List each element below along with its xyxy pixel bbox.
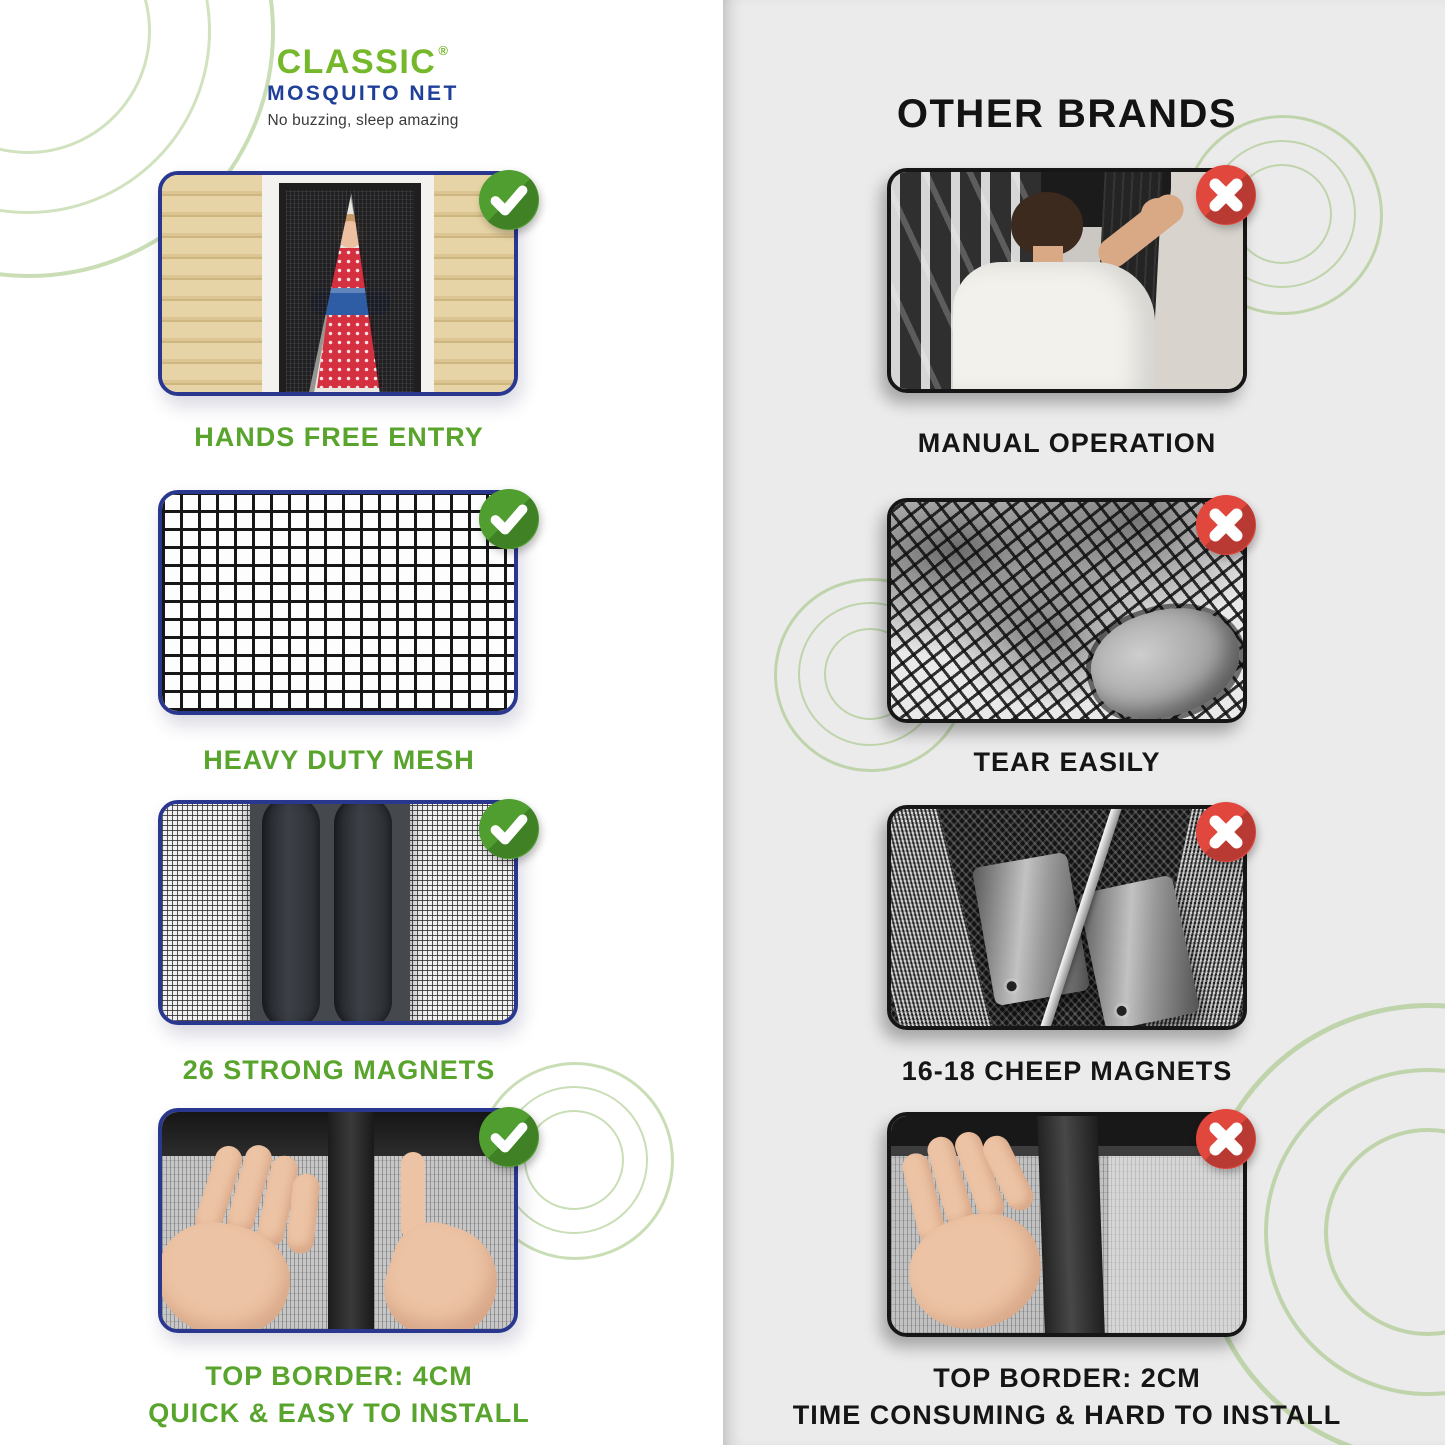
feature-strong-magnets bbox=[158, 800, 518, 1025]
feature-top-border-4cm bbox=[158, 1108, 518, 1333]
label-line-2: TIME CONSUMING & HARD TO INSTALL bbox=[792, 1400, 1342, 1430]
man-hand bbox=[1141, 198, 1175, 230]
magnet-hole bbox=[1006, 980, 1018, 992]
install-scene bbox=[162, 1112, 514, 1329]
flat-hand bbox=[158, 1142, 355, 1333]
brand-tagline: No buzzing, sleep amazing bbox=[267, 112, 459, 129]
feature-label-manual-operation: MANUAL OPERATION bbox=[917, 428, 1217, 458]
brand-name-text: CLASSIC bbox=[276, 43, 437, 81]
magnet-strip bbox=[334, 800, 392, 1025]
other-brands-title: OTHER BRANDS bbox=[896, 92, 1238, 136]
install-scene-2 bbox=[891, 1116, 1243, 1333]
door-inner bbox=[286, 190, 414, 392]
cross-icon bbox=[1195, 1108, 1257, 1170]
cheap-magnets-scene bbox=[891, 809, 1243, 1026]
finger-through-mesh bbox=[1078, 589, 1247, 723]
feature-label-top-border-4cm bbox=[148, 1358, 530, 1432]
photo-heavy-mesh bbox=[158, 490, 518, 715]
mesh-grid-scene bbox=[162, 494, 514, 711]
light-mesh-panel bbox=[1109, 1156, 1243, 1333]
magnet-strip bbox=[262, 800, 320, 1025]
feature-label-top-border-2cm bbox=[793, 1360, 1341, 1434]
check-icon bbox=[478, 1106, 540, 1168]
fist bbox=[372, 1212, 511, 1333]
label-line-1: TOP BORDER: 2CM bbox=[933, 1363, 1201, 1393]
label-line-2: QUICK & EASY TO INSTALL bbox=[148, 1398, 530, 1428]
feature-tear-easily bbox=[887, 498, 1247, 723]
brand-logo bbox=[267, 34, 459, 130]
photo-mesh-door-entry bbox=[158, 171, 518, 396]
feature-manual-operation bbox=[887, 168, 1247, 393]
mesh-door-scene bbox=[162, 175, 514, 392]
feature-label-hands-free-entry: HANDS FREE ENTRY bbox=[194, 422, 484, 452]
check-icon bbox=[478, 488, 540, 550]
photo-cheap-magnets bbox=[887, 805, 1247, 1030]
feature-cheap-magnets bbox=[887, 805, 1247, 1030]
photo-tear-easily bbox=[887, 498, 1247, 723]
check-icon bbox=[478, 798, 540, 860]
photo-magnet-strips bbox=[158, 800, 518, 1025]
cross-icon bbox=[1195, 801, 1257, 863]
feature-label-tear-easily: TEAR EASILY bbox=[973, 747, 1161, 777]
feature-heavy-duty-mesh bbox=[158, 490, 518, 715]
feature-hands-free-entry bbox=[158, 171, 518, 396]
check-icon bbox=[478, 169, 540, 231]
magnet-strips-scene bbox=[162, 804, 514, 1021]
feature-label-cheap-magnets: 16-18 CHEEP MAGNETS bbox=[901, 1056, 1233, 1086]
brand-subtitle: MOSQUITO NET bbox=[267, 82, 459, 105]
label-line-1: TOP BORDER: 4CM bbox=[205, 1361, 473, 1391]
side-mesh bbox=[887, 809, 992, 1026]
magnet-hole bbox=[1116, 1005, 1128, 1017]
man-torso bbox=[953, 262, 1155, 393]
manual-operation-scene bbox=[891, 172, 1243, 389]
photo-manual-operation bbox=[887, 168, 1247, 393]
feature-top-border-2cm bbox=[887, 1112, 1247, 1337]
cross-icon bbox=[1195, 164, 1257, 226]
photo-install-4cm bbox=[158, 1108, 518, 1333]
feature-label-heavy-duty-mesh: HEAVY DUTY MESH bbox=[203, 745, 475, 775]
brand-name bbox=[267, 34, 459, 79]
pointing-hand bbox=[387, 1152, 517, 1333]
door-frame bbox=[279, 183, 421, 392]
cross-icon bbox=[1195, 494, 1257, 556]
torn-mesh-scene bbox=[891, 502, 1243, 719]
ring bbox=[0, 0, 151, 154]
photo-install-2cm bbox=[887, 1112, 1247, 1337]
feature-label-strong-magnets: 26 STRONG MAGNETS bbox=[182, 1055, 496, 1085]
registered-trademark-icon: ® bbox=[438, 43, 450, 58]
